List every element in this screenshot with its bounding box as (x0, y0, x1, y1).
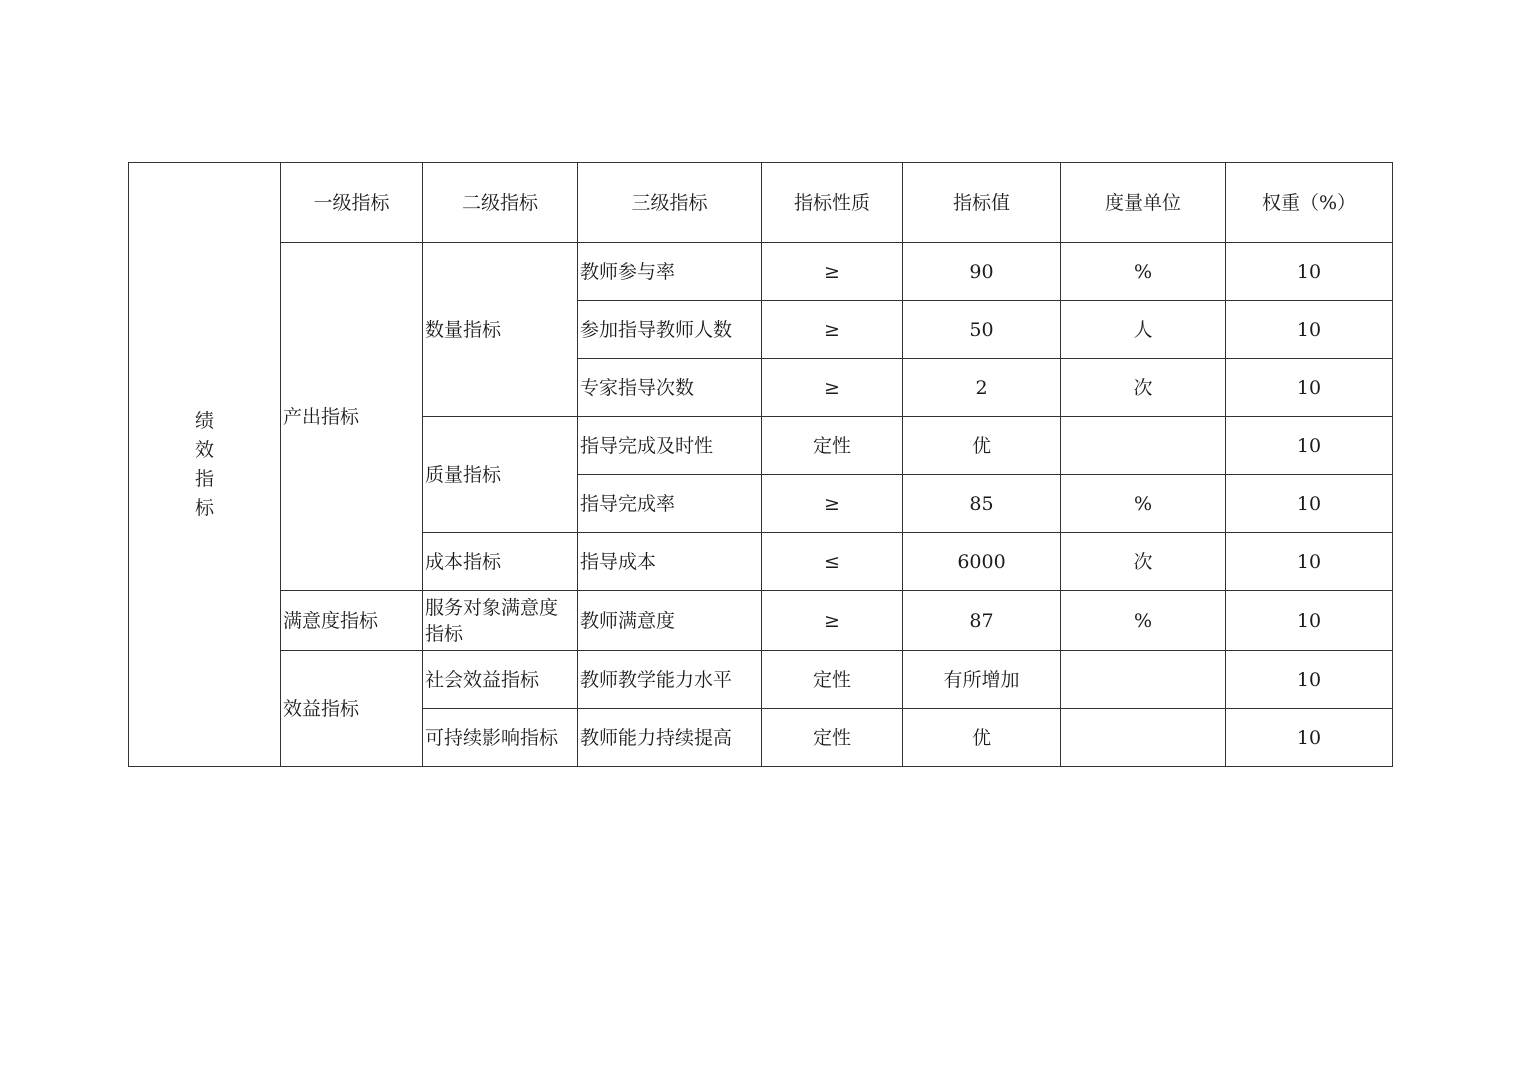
unit-cell: % (1061, 591, 1226, 651)
subgroup-service-satisfaction: 服务对象满意度指标 (423, 591, 578, 651)
weight-cell: 10 (1226, 417, 1393, 475)
group-benefit: 效益指标 (281, 651, 423, 767)
unit-cell: % (1061, 475, 1226, 533)
value-cell: 90 (903, 243, 1061, 301)
nature-cell: ≥ (762, 475, 903, 533)
unit-cell (1061, 709, 1226, 767)
header-level2: 二级指标 (423, 163, 578, 243)
weight-cell: 10 (1226, 651, 1393, 709)
header-level1: 一级指标 (281, 163, 423, 243)
nature-cell: ≥ (762, 243, 903, 301)
performance-indicator-label-cell (129, 163, 281, 767)
group-output: 产出指标 (281, 243, 423, 591)
indicator-cell: 教师满意度 (578, 591, 762, 651)
table-row (129, 591, 1393, 651)
indicator-cell: 教师参与率 (578, 243, 762, 301)
value-cell: 87 (903, 591, 1061, 651)
label-char: 标 (194, 496, 214, 519)
nature-cell: 定性 (762, 709, 903, 767)
value-cell: 6000 (903, 533, 1061, 591)
nature-cell: ≤ (762, 533, 903, 591)
weight-cell: 10 (1226, 359, 1393, 417)
unit-cell: 次 (1061, 359, 1226, 417)
weight-cell: 10 (1226, 243, 1393, 301)
nature-cell: ≥ (762, 359, 903, 417)
unit-cell (1061, 417, 1226, 475)
indicator-cell: 指导成本 (578, 533, 762, 591)
header-unit: 度量单位 (1061, 163, 1226, 243)
value-cell: 85 (903, 475, 1061, 533)
value-cell: 2 (903, 359, 1061, 417)
header-value: 指标值 (903, 163, 1061, 243)
subgroup-sustainable: 可持续影响指标 (423, 709, 578, 767)
unit-cell (1061, 651, 1226, 709)
value-cell: 优 (903, 709, 1061, 767)
value-cell: 有所增加 (903, 651, 1061, 709)
header-level3: 三级指标 (578, 163, 762, 243)
indicator-cell: 教师教学能力水平 (578, 651, 762, 709)
nature-cell: ≥ (762, 591, 903, 651)
subgroup-social-benefit: 社会效益指标 (423, 651, 578, 709)
label-char: 效 (194, 438, 214, 461)
unit-cell: 次 (1061, 533, 1226, 591)
weight-cell: 10 (1226, 709, 1393, 767)
indicator-cell: 指导完成及时性 (578, 417, 762, 475)
subgroup-cost: 成本指标 (423, 533, 578, 591)
subgroup-quality: 质量指标 (423, 417, 578, 533)
table-header-row (129, 163, 1393, 243)
indicator-cell: 教师能力持续提高 (578, 709, 762, 767)
value-cell: 50 (903, 301, 1061, 359)
nature-cell: 定性 (762, 417, 903, 475)
weight-cell: 10 (1226, 301, 1393, 359)
table-row (129, 651, 1393, 709)
label-char: 绩 (194, 409, 214, 432)
label-char: 指 (194, 467, 214, 490)
group-satisfaction: 满意度指标 (281, 591, 423, 651)
header-nature: 指标性质 (762, 163, 903, 243)
nature-cell: ≥ (762, 301, 903, 359)
unit-cell: % (1061, 243, 1226, 301)
value-cell: 优 (903, 417, 1061, 475)
indicator-cell: 指导完成率 (578, 475, 762, 533)
weight-cell: 10 (1226, 475, 1393, 533)
indicator-cell: 参加指导教师人数 (578, 301, 762, 359)
unit-cell: 人 (1061, 301, 1226, 359)
weight-cell: 10 (1226, 591, 1393, 651)
weight-cell: 10 (1226, 533, 1393, 591)
performance-indicator-table (128, 162, 1393, 767)
indicator-cell: 专家指导次数 (578, 359, 762, 417)
header-weight: 权重（%） (1226, 163, 1393, 243)
table-row (129, 243, 1393, 301)
nature-cell: 定性 (762, 651, 903, 709)
subgroup-quantity: 数量指标 (423, 243, 578, 417)
